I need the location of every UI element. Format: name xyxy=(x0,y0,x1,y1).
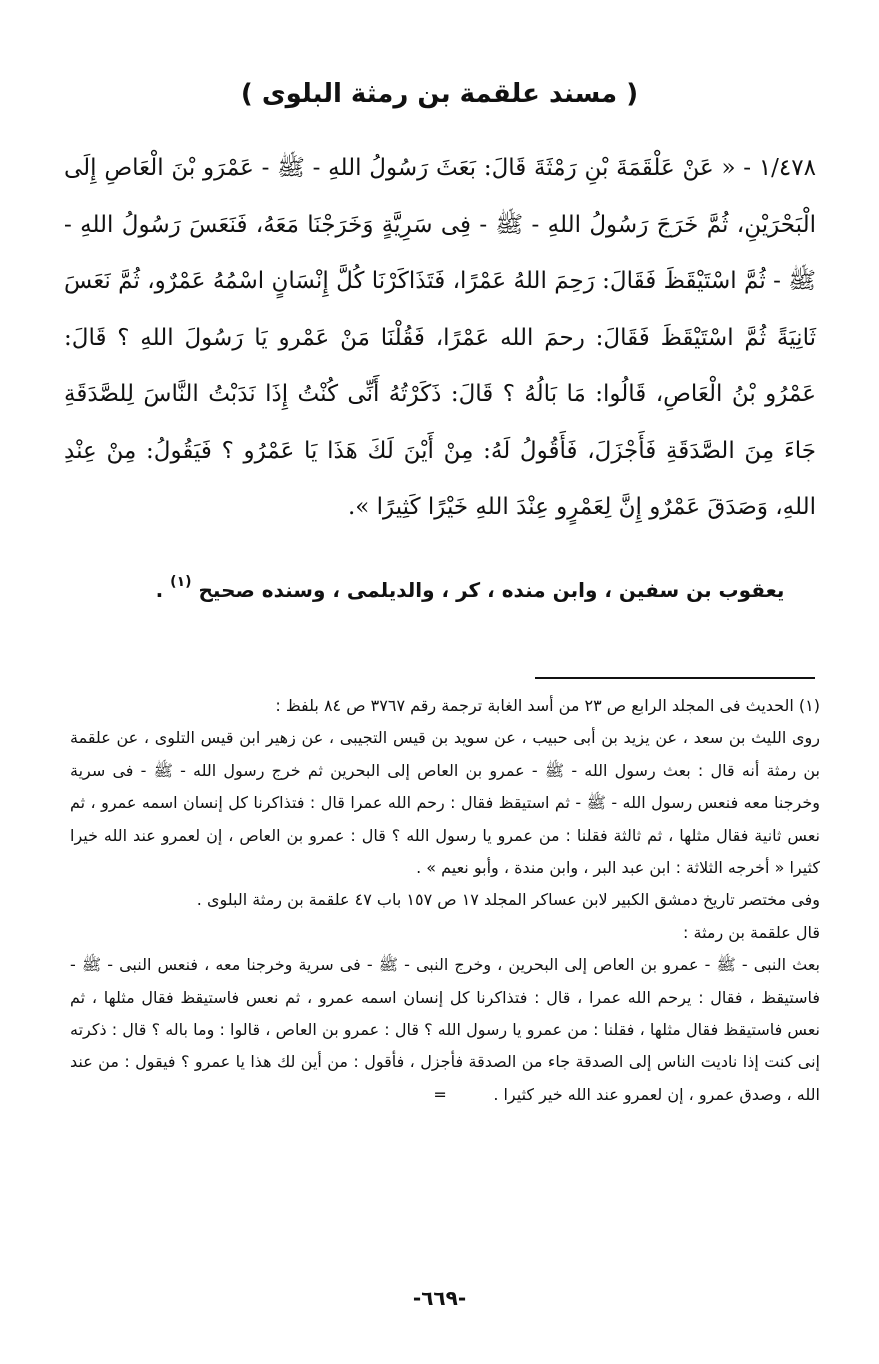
footnote-1-quote-text: بعث النبى - ﷺ - عمرو بن العاص إلى البحرين ، وخرج النبى - ﷺ - فى سرية وخرجنا معه ، فنعس النبى - ﷺ - فاستيقظ ، فقال : يرحم الله عمرا ، قال : فتذاكرنا كل إنسان اسمه عمرو ، ثم نعس فاستيقظ فقال مثلها ، ثم نعس فاستيقظ فقال مثلها ، فقلنا : من عمرو يا رسول الله ؟ قال : عمرو بن العاص ، قالوا : وما باله ؟ قال : ذكرته إنى كنت إذا ناديت الناس إلى الصدقة جاء من الصدقة فأجزل ، فأقول : من أين لك هذا يا عمرو ؟ فيقول : من عند الله ، وصدق عمرو ، إن لعمرو عند الله خير كثيرا . xyxy=(70,955,820,1104)
footnotes xyxy=(70,690,820,1111)
footnote-1-narration: روى الليث بن سعد ، عن يزيد بن أبى حبيب ، عن سويد بن قيس التجيبى ، عن زهير ابن قيس التلوى ، عن علقمة بن رمثة أنه قال : بعث رسول الله - ﷺ - عمرو بن العاص إلى البحرين ثم خرج رسول الله - ﷺ - فى سرية وخرجنا معه فنعس رسول الله - ﷺ - ثم استيقظ فقال : رحم الله عمرا قال : فتذاكرنا كل إنسان اسمه عمرو ، ثم نعس ثانية فقال مثلها ، ثم ثالثة فقلنا : من عمرو يا رسول الله ؟ قال : عمرو بن العاص ، إن لعمرو عند الله خيرا كثيرا « أخرجه الثلاثة : ابن عبد البر ، وابن مندة ، وأبو نعيم » . xyxy=(70,728,820,878)
footnote-1-heading: (١) الحديث فى المجلد الرابع ص ٢٣ من أسد الغابة ترجمة رقم ٣٧٦٧ ص ٨٤ بلفظ : xyxy=(275,696,820,715)
page-number: -٦٦٩- xyxy=(412,1286,467,1310)
section-title: ( مسند علقمة بن رمثة البلوى ) xyxy=(240,79,639,109)
sources-end: . xyxy=(155,578,164,602)
hadith-text: ١/٤٧٨ - « عَنْ عَلْقَمَةَ بْنِ رَمْثَةَ قَالَ: بَعَثَ رَسُولُ اللهِ - ﷺ - عَمْرَو بْنَ الْعَاصِ إِلَى الْبَحْرَيْنِ، ثُمَّ خَرَجَ رَسُولُ اللهِ - ﷺ - فِى سَرِيَّةٍ وَخَرَجْنَا مَعَهُ، فَنَعَسَ رَسُولُ اللهِ - ﷺ - ثُمَّ اسْتَيْقَظَ فَقَالَ: رَحِمَ اللهُ عَمْرًا، فَتَذَاكَرْنَا كُلَّ إِنْسَانٍ اسْمُهُ عَمْرٌو، ثُمَّ نَعَسَ ثَانِيَةً ثُمَّ اسْتَيْقَظَ فَقَالَ: رحمَ الله عَمْرًا، فَقُلْنَا مَنْ عَمْرو يَا رَسُولَ اللهِ ؟ قَالَ: عَمْرُو بْنُ الْعَاصِ، قَالُوا: مَا بَالُهُ ؟ قَالَ: ذَكَرْتُهُ أَنِّى كُنْتُ إِذَا نَدَبْتُ النَّاسَ لِلصَّدَقَةِ جَاءَ مِنَ الصَّدَقَةِ فَأَجْزَلَ، فَأَقُولُ لَهُ: مِنْ أَيْنَ لَكَ هَذَا يَا عَمْرُو ؟ فَيَقُولُ: مِنْ عِنْدِ اللهِ، وَصَدَقَ عَمْرٌو إِنَّ لِعَمْرٍو عِنْدَ اللهِ خَيْرًا كَثِيرًا ». xyxy=(64,155,816,520)
footnote-1-reference: وفى مختصر تاريخ دمشق الكبير لابن عساكر المجلد ١٧ ص ١٥٧ باب ٤٧ علقمة بن رمثة البلوى . xyxy=(196,890,820,910)
continuation-mark: = xyxy=(433,1084,447,1104)
footnote-reference: (١) xyxy=(170,574,192,590)
sources-line xyxy=(120,572,820,608)
sources-text: يعقوب بن سفين ، وابن منده ، كر ، والديلمى ، وسنده صحيح xyxy=(198,578,785,602)
footnote-1-quote xyxy=(70,949,820,1111)
footnote-divider xyxy=(535,677,815,679)
hadith-body xyxy=(64,140,816,536)
footnote-1-quote-intro: قال علقمة بن رمثة : xyxy=(683,922,820,942)
